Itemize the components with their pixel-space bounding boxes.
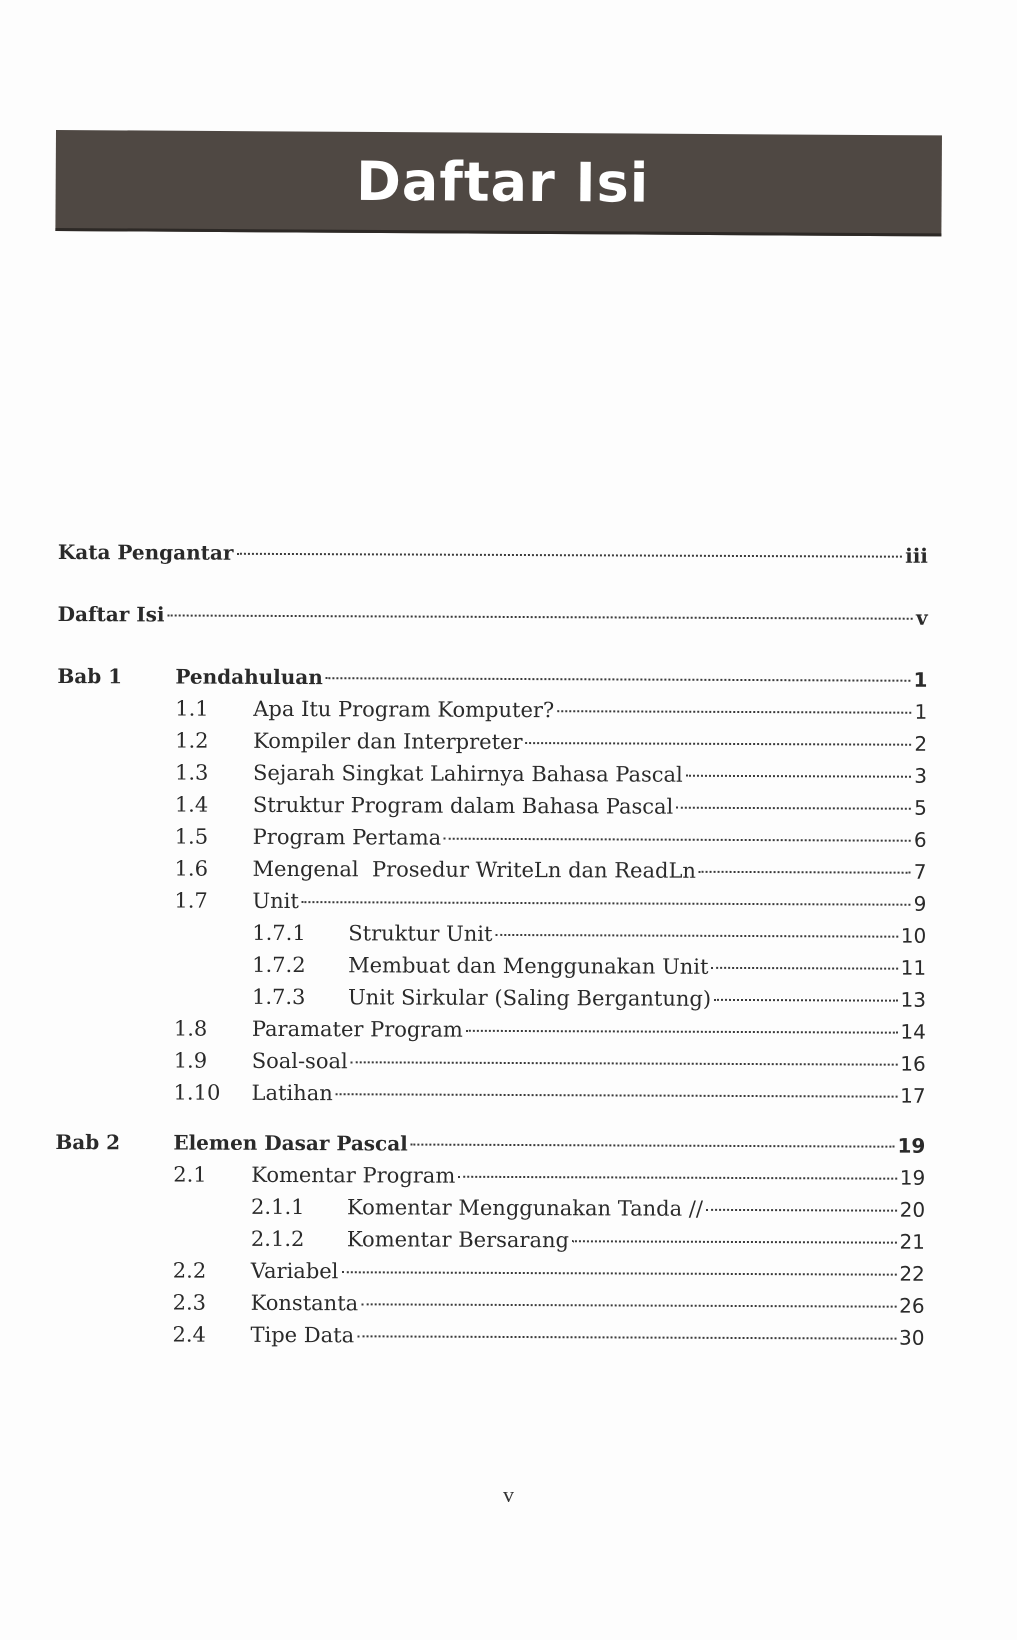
section-page: 26 xyxy=(899,1293,925,1318)
dot-leader xyxy=(444,838,911,842)
section-title: Kompiler dan Interpreter xyxy=(253,728,523,755)
dot-leader xyxy=(714,999,897,1002)
toc-section[interactable] xyxy=(56,856,926,892)
toc-section[interactable] xyxy=(57,760,927,796)
section-title: Mengenal Prosedur WriteLn dan ReadLn xyxy=(252,856,697,883)
section-page: 16 xyxy=(900,1051,926,1076)
dot-leader xyxy=(686,775,911,778)
section-page: 1 xyxy=(914,699,928,724)
toc-entry-kata-pengantar[interactable] xyxy=(58,540,928,576)
dot-leader xyxy=(351,1061,898,1065)
section-title: Latihan xyxy=(251,1080,333,1106)
section-title: Tipe Data xyxy=(250,1322,355,1348)
toc-section[interactable] xyxy=(55,1258,925,1294)
toc-entry-title: Daftar Isi xyxy=(57,601,165,627)
section-title: Struktur Program dalam Bahasa Pascal xyxy=(252,792,674,819)
section-number: 1.3 xyxy=(174,760,209,785)
section-page: 17 xyxy=(900,1083,926,1108)
table-of-contents xyxy=(54,540,928,1358)
section-title: Paramater Program xyxy=(251,1016,463,1042)
toc-section[interactable] xyxy=(57,824,927,860)
toc-section[interactable] xyxy=(56,1080,926,1116)
subsection-number: 2.1.2 xyxy=(250,1226,305,1252)
dot-leader xyxy=(411,1144,895,1148)
toc-subsection[interactable] xyxy=(56,952,926,988)
toc-entry-daftar-isi[interactable] xyxy=(58,602,928,638)
section-title: Konstanta xyxy=(250,1290,359,1316)
section-number: 1.1 xyxy=(175,696,209,721)
dot-leader xyxy=(706,1209,897,1212)
dot-leader xyxy=(699,871,911,874)
section-title: Sejarah Singkat Lahirnya Bahasa Pascal xyxy=(252,760,683,787)
subsection-page: 10 xyxy=(900,923,927,948)
toc-chapter-2[interactable] xyxy=(55,1130,925,1166)
section-title: Komentar Program xyxy=(251,1162,456,1188)
subsection-title: Struktur Unit xyxy=(348,921,493,946)
subsection-page: 11 xyxy=(900,955,927,980)
section-page: 3 xyxy=(914,763,928,788)
toc-section[interactable] xyxy=(56,1016,926,1052)
section-page: 2 xyxy=(914,731,928,756)
dot-leader xyxy=(341,1271,896,1275)
dot-leader xyxy=(302,901,911,906)
title-banner xyxy=(55,130,942,236)
section-number: 1.9 xyxy=(173,1048,208,1073)
chapter-title: Elemen Dasar Pascal xyxy=(173,1130,408,1156)
toc-subsection[interactable] xyxy=(56,984,926,1020)
toc-subsection[interactable] xyxy=(55,1194,925,1230)
toc-section[interactable] xyxy=(56,888,926,924)
dot-leader xyxy=(572,1240,897,1243)
dot-leader xyxy=(326,677,911,682)
section-number: 1.7 xyxy=(174,888,208,913)
dot-leader xyxy=(711,967,897,970)
section-page: 9 xyxy=(913,891,927,916)
toc-entry-title: Kata Pengantar xyxy=(57,540,234,565)
toc-section[interactable] xyxy=(56,1048,926,1084)
section-number: 2.4 xyxy=(172,1322,206,1347)
toc-subsection[interactable] xyxy=(56,920,926,956)
section-number: 1.10 xyxy=(173,1080,221,1105)
subsection-page: 13 xyxy=(900,987,927,1012)
subsection-title: Unit Sirkular (Saling Bergantung) xyxy=(347,985,712,1011)
toc-section[interactable] xyxy=(57,792,927,828)
subsection-page: 21 xyxy=(899,1229,925,1254)
subsection-title: Komentar Menggunakan Tanda // xyxy=(347,1195,704,1221)
section-page: 30 xyxy=(899,1325,925,1350)
section-page: 6 xyxy=(913,827,927,852)
dot-leader xyxy=(466,1030,898,1034)
dot-leader xyxy=(167,614,913,619)
section-page: 5 xyxy=(914,795,927,820)
subsection-title: Membuat dan Menggunakan Unit xyxy=(348,953,709,979)
dot-leader xyxy=(458,1176,897,1180)
section-number: 1.8 xyxy=(173,1016,208,1041)
dot-leader xyxy=(236,553,902,558)
section-title: Unit xyxy=(252,888,299,914)
section-page: 19 xyxy=(899,1165,926,1190)
chapter-title: Pendahuluan xyxy=(175,664,323,690)
subsection-number: 1.7.3 xyxy=(251,984,306,1010)
chapter-page: 1 xyxy=(913,667,928,692)
chapter-label: Bab 2 xyxy=(55,1129,121,1155)
subsection-number: 1.7.2 xyxy=(252,952,306,978)
chapter-label: Bab 1 xyxy=(57,663,123,689)
section-number: 2.3 xyxy=(172,1290,207,1315)
section-page: 14 xyxy=(900,1019,926,1044)
toc-section[interactable] xyxy=(55,1290,925,1326)
toc-entry-page: v xyxy=(915,605,928,630)
toc-chapter-1[interactable] xyxy=(57,664,927,700)
dot-leader xyxy=(557,710,911,714)
section-number: 1.2 xyxy=(175,728,209,753)
toc-section[interactable] xyxy=(54,1322,924,1358)
section-page: 7 xyxy=(913,859,927,884)
section-title: Apa Itu Program Komputer? xyxy=(253,696,555,723)
chapter-page: 19 xyxy=(897,1133,926,1158)
toc-section[interactable] xyxy=(57,696,927,732)
subsection-page: 20 xyxy=(899,1197,926,1222)
toc-subsection[interactable] xyxy=(55,1226,925,1262)
section-number: 1.5 xyxy=(174,824,209,849)
dot-leader xyxy=(526,742,912,746)
subsection-number: 2.1.1 xyxy=(251,1194,305,1220)
toc-section[interactable] xyxy=(57,728,927,764)
page-title: Daftar Isi xyxy=(355,149,650,215)
section-title: Soal-soal xyxy=(251,1048,348,1074)
page-number: v xyxy=(503,1482,514,1507)
section-page: 22 xyxy=(899,1261,925,1286)
dot-leader xyxy=(676,807,911,810)
section-title: Program Pertama xyxy=(252,824,442,850)
section-title: Variabel xyxy=(250,1258,339,1284)
toc-section[interactable] xyxy=(55,1162,925,1198)
subsection-title: Komentar Bersarang xyxy=(346,1227,570,1253)
section-number: 2.2 xyxy=(172,1258,207,1283)
dot-leader xyxy=(361,1303,896,1307)
section-number: 1.6 xyxy=(174,856,209,881)
subsection-number: 1.7.1 xyxy=(252,920,306,946)
dot-leader xyxy=(357,1335,896,1339)
dot-leader xyxy=(495,934,897,938)
section-number: 2.1 xyxy=(173,1162,207,1187)
dot-leader xyxy=(336,1093,897,1097)
section-number: 1.4 xyxy=(174,792,209,817)
toc-entry-page: iii xyxy=(905,543,928,568)
